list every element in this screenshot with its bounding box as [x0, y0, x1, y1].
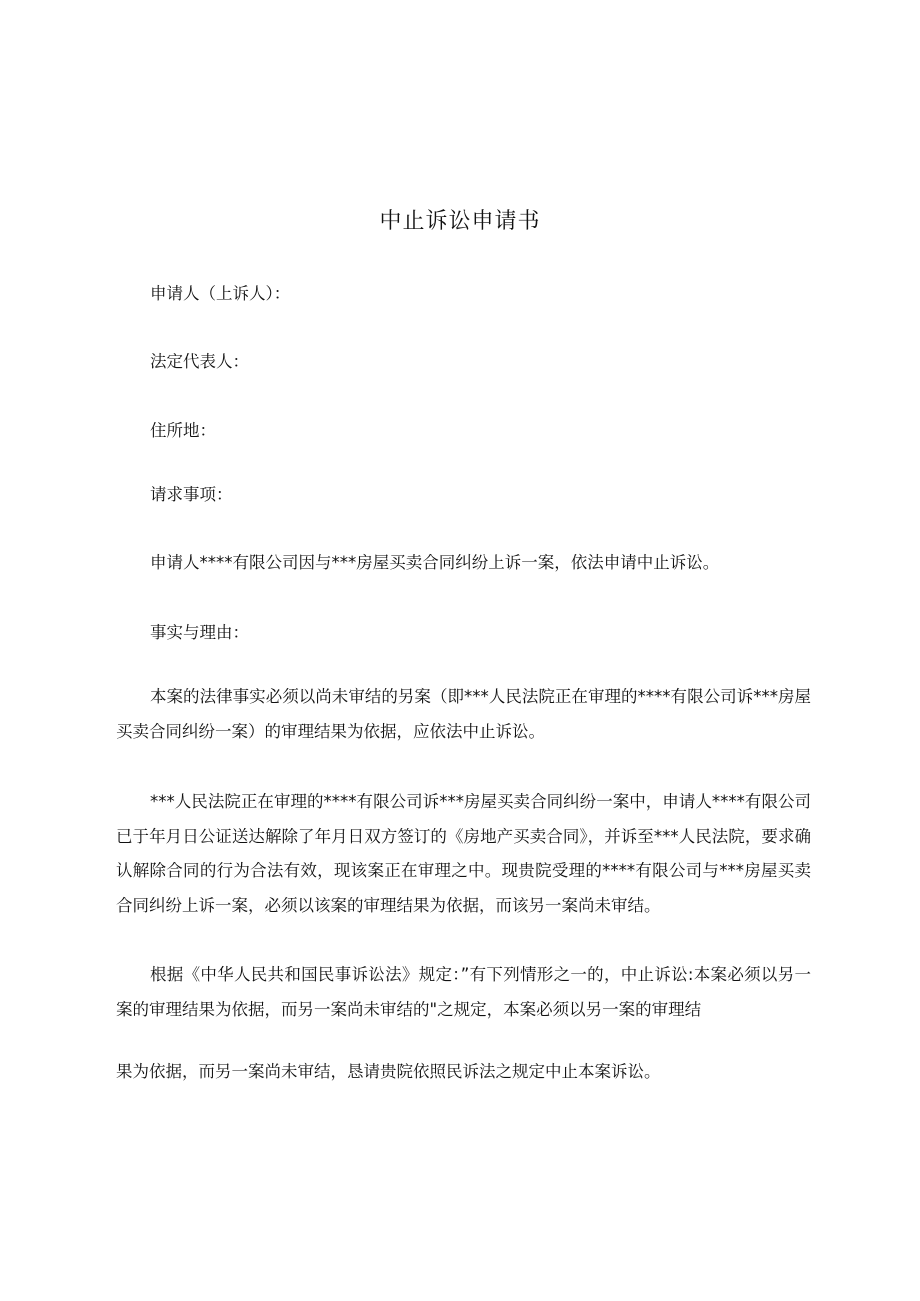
paragraph-2: ***人民法院正在审理的****有限公司诉***房屋买卖合同纠纷一案中，申请人****有限公司已于年月日公证送达解除了年月日双方签订的《房地产买卖合同》，并诉至***人民法院，要求确认解除合同的行为合法有效，现该案正在审理之中。现贵院受理的****有限公司与***房屋买卖合同纠纷上诉一案，必须以该案的审理结果为依据，而该另一案尚未审结。: [116, 792, 811, 915]
paragraph-1: 本案的法律事实必须以尚未审结的另案（即***人民法院正在审理的****有限公司诉***房屋买卖合同纠纷一案）的审理结果为依据，应依法中止诉讼。: [116, 687, 811, 741]
request-label: 请求事项：: [150, 485, 233, 504]
request-text: 申请人****有限公司因与***房屋买卖合同纠纷上诉一案，依法申请中止诉讼。: [150, 553, 720, 572]
legal-rep-label: 法定代表人：: [150, 352, 249, 371]
facts-label: 事实与理由：: [150, 623, 249, 642]
paragraph-3a: 根据《中华人民共和国民事诉讼法》规定：”有下列情形之一的，中止诉讼:本案必须以另一案的审理结果为依据，而另一案尚未审结的"之规定，本案必须以另一案的审理结: [116, 965, 811, 1019]
paragraph-3b: 果为依据，而另一案尚未审结，恳请贵院依照民诉法之规定中止本案诉讼。: [116, 1062, 661, 1081]
applicant-label: 申请人（上诉人）：: [150, 284, 291, 303]
document-title: 中止诉讼申请书: [379, 209, 541, 234]
address-label: 住所地：: [150, 421, 216, 440]
